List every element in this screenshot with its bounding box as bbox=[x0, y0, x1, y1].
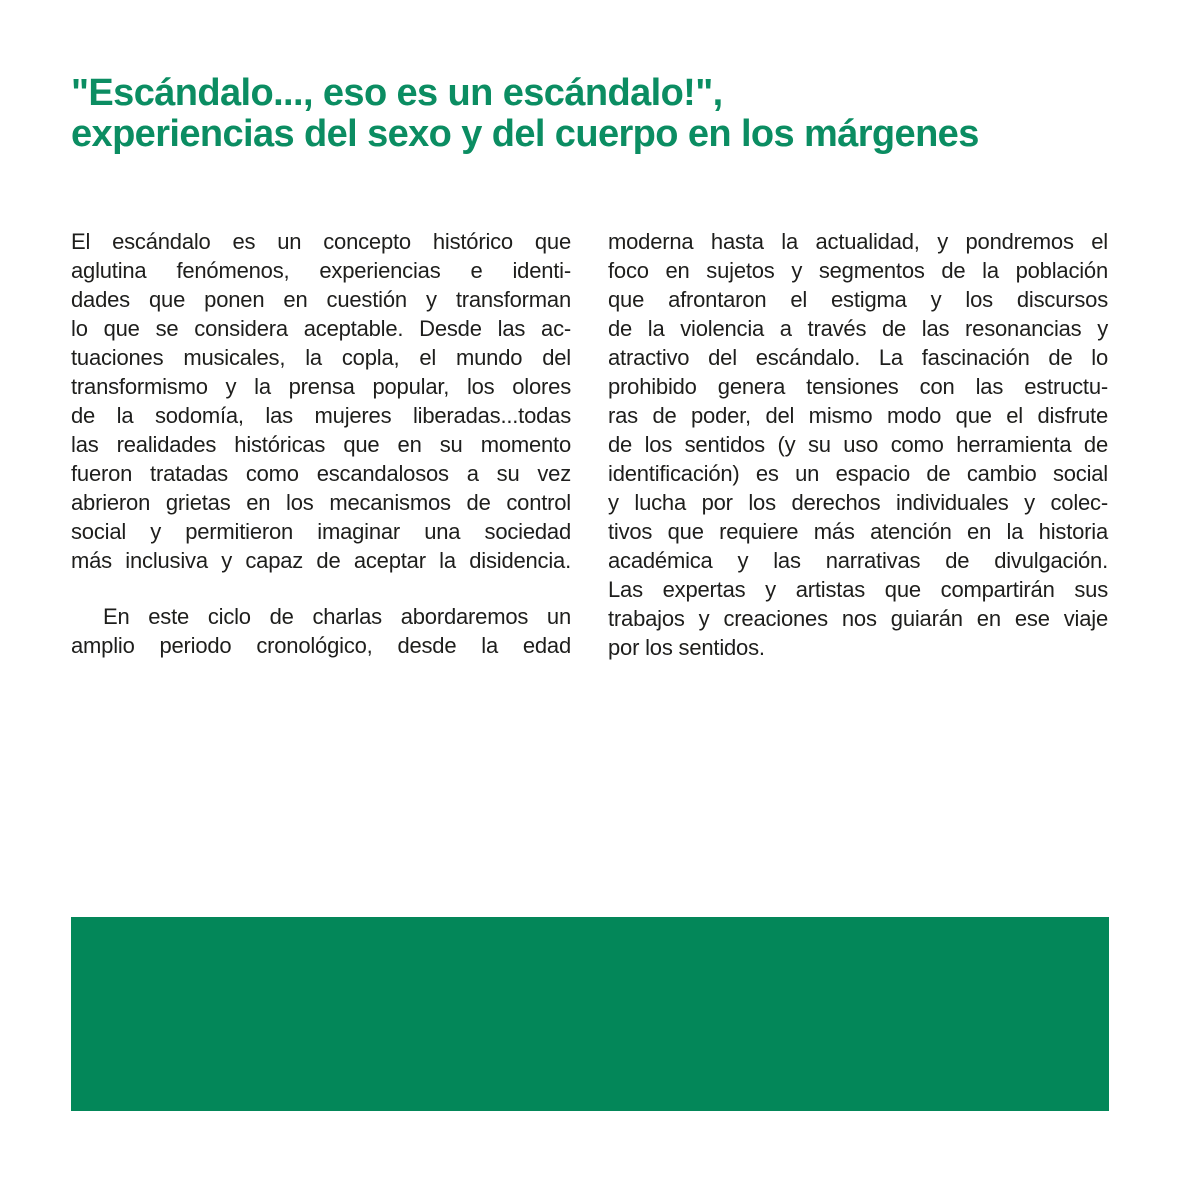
text-line: de la violencia a través de las resonancias y bbox=[608, 316, 1108, 341]
text-column-left bbox=[71, 227, 571, 662]
text-line: identificación) es un espacio de cambio social bbox=[608, 461, 1108, 486]
text-line: académica y las narrativas de divulgación. bbox=[608, 548, 1108, 573]
text-line: tuaciones musicales, la copla, el mundo del bbox=[71, 345, 571, 370]
text-line: aglutina fenómenos, experiencias e identi- bbox=[71, 258, 571, 283]
text-line: Las expertas y artistas que compartirán sus bbox=[608, 577, 1108, 602]
text-line: social y permitieron imaginar una sociedad bbox=[71, 519, 571, 544]
text-line: más inclusiva y capaz de aceptar la disidencia. bbox=[71, 548, 571, 573]
paragraph bbox=[71, 602, 571, 660]
paragraph bbox=[608, 227, 1108, 662]
text-line: amplio periodo cronológico, desde la edad bbox=[71, 633, 571, 658]
page-title bbox=[71, 73, 1111, 155]
text-line: ras de poder, del mismo modo que el disfrute bbox=[608, 403, 1108, 428]
text-column-right bbox=[608, 227, 1108, 662]
page-title-line-2: experiencias del sexo y del cuerpo en los márgenes bbox=[71, 113, 979, 155]
page-title-line-1: "Escándalo..., eso es un escándalo!", bbox=[71, 72, 723, 114]
body-columns bbox=[71, 227, 1109, 662]
text-line: de los sentidos (y su uso como herramienta de bbox=[608, 432, 1108, 457]
text-line: El escándalo es un concepto histórico que bbox=[71, 229, 571, 254]
text-line: foco en sujetos y segmentos de la población bbox=[608, 258, 1108, 283]
text-line: las realidades históricas que en su momento bbox=[71, 432, 571, 457]
text-line: lo que se considera aceptable. Desde las ac- bbox=[71, 316, 571, 341]
text-line: por los sentidos. bbox=[608, 635, 765, 660]
text-line: En este ciclo de charlas abordaremos un bbox=[103, 604, 571, 629]
text-line: transformismo y la prensa popular, los olores bbox=[71, 374, 571, 399]
text-line: moderna hasta la actualidad, y pondremos el bbox=[608, 229, 1108, 254]
text-line: tivos que requiere más atención en la historia bbox=[608, 519, 1108, 544]
text-line: fueron tratadas como escandalosos a su vez bbox=[71, 461, 571, 486]
footer-color-block bbox=[71, 917, 1109, 1111]
text-line: abrieron grietas en los mecanismos de control bbox=[71, 490, 571, 515]
text-line: de la sodomía, las mujeres liberadas...todas bbox=[71, 403, 571, 428]
text-line: y lucha por los derechos individuales y colec- bbox=[608, 490, 1108, 515]
text-line: trabajos y creaciones nos guiarán en ese viaje bbox=[608, 606, 1108, 631]
text-line: atractivo del escándalo. La fascinación de lo bbox=[608, 345, 1108, 370]
paragraph bbox=[71, 227, 571, 575]
text-line: prohibido genera tensiones con las estructu- bbox=[608, 374, 1108, 399]
text-line: que afrontaron el estigma y los discursos bbox=[608, 287, 1108, 312]
text-line: dades que ponen en cuestión y transforman bbox=[71, 287, 571, 312]
